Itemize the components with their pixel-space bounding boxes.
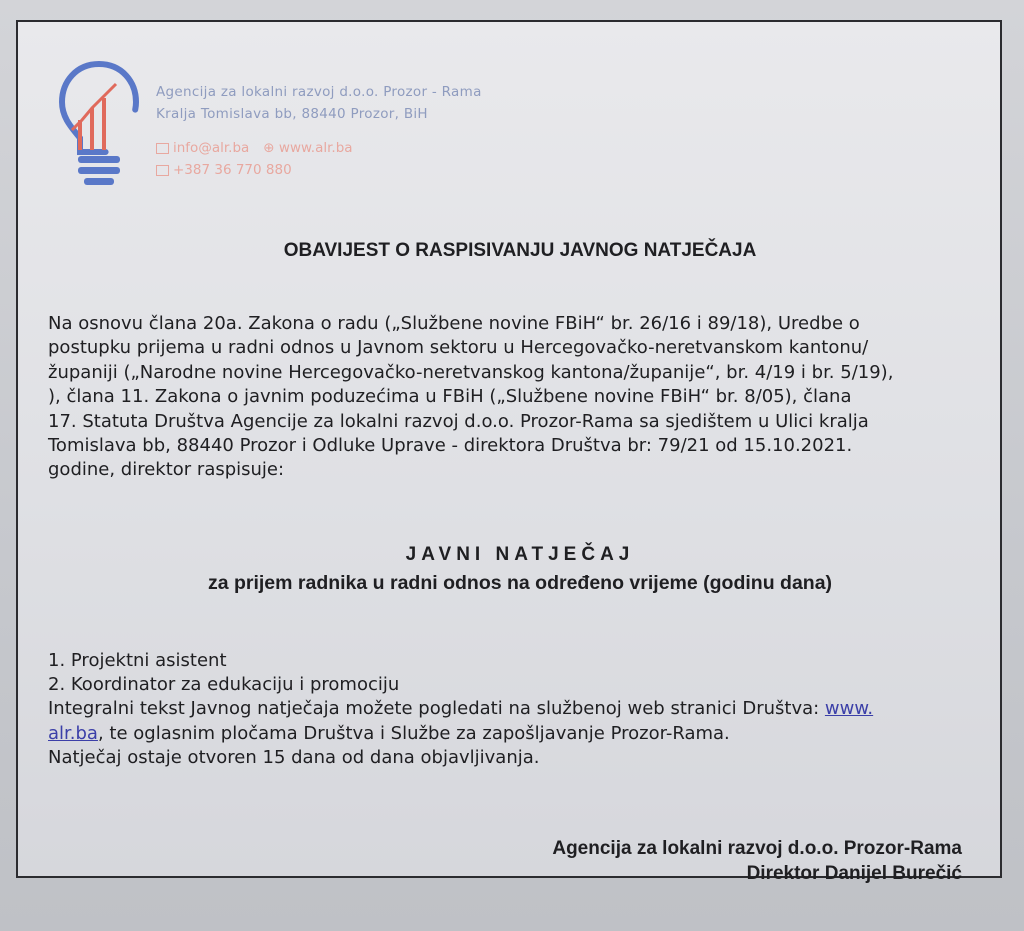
contact-row <box>156 162 292 178</box>
intro-line: županiji („Narodne novine Hercegovačko-neretvanskog kantona/županije“, br. 4/19 i br. 5/19), <box>48 361 894 383</box>
positions-section <box>48 649 1008 770</box>
intro-line: godine, direktor raspisuje: <box>48 459 285 481</box>
info-text: Integralni tekst Javnog natječaja možete pogledati na službenoj web stranici Društva: <box>48 698 825 720</box>
job-notice-frame <box>16 20 1002 884</box>
signature-block <box>552 836 962 886</box>
email-icon <box>156 143 169 154</box>
competition-subtitle: za prijem radnika u radni odnos na određeno vrijeme (godinu dana) <box>207 572 833 594</box>
website[interactable]: www.alr.ba <box>278 140 353 156</box>
phone: +387 36 770 880 <box>173 162 292 178</box>
intro-line: postupku prijema u radni odnos u Javnom sektoru u Hercegovačko-neretvanskom kantonu/ <box>48 337 869 359</box>
signature-person: Direktor Danijel Burečić <box>746 863 962 884</box>
org-name: Agencija za lokalni razvoj d.o.o. Prozor - Rama <box>156 84 482 100</box>
website-link-continued[interactable]: alr.ba <box>48 722 98 744</box>
open-period: Natječaj ostaje otvoren 15 dana od dana objavljivanja. <box>48 746 540 768</box>
globe-icon: ⊕ <box>263 140 275 156</box>
intro-line: Tomislava bb, 88440 Prozor i Odluke Uprave - direktora Društva br: 79/21 od 15.10.2021. <box>48 435 853 457</box>
signature-org: Agencija za lokalni razvoj d.o.o. Prozor-Rama <box>552 838 962 859</box>
website-link[interactable]: www. <box>824 698 874 720</box>
org-address: Kralja Tomislava bb, 88440 Prozor, BiH <box>156 106 428 122</box>
email[interactable]: info@alr.ba <box>173 140 250 156</box>
position-item: 1. Projektni asistent <box>48 650 227 671</box>
lightbulb-chart-logo-icon <box>58 60 140 196</box>
intro-line: ), člana 11. Zakona o javnim poduzećima u FBiH („Službene novine FBiH“ br. 8/05), člana <box>48 386 852 408</box>
intro-line: Na osnovu člana 20a. Zakona o radu („Službene novine FBiH“ br. 26/16 i 89/18), Uredbe o <box>48 313 860 334</box>
competition-title: JAVNI NATJEČAJ <box>405 544 635 565</box>
phone-icon <box>156 165 169 176</box>
info-text: , te oglasnim pločama Društva i Službe za zapošljavanje Prozor-Rama. <box>97 722 730 744</box>
position-item: 2. Koordinator za edukaciju i promociju <box>48 674 400 696</box>
notice-title: OBAVIJEST O RASPISIVANJU JAVNOG NATJEČAJA <box>283 240 757 261</box>
intro-paragraph <box>48 312 1008 483</box>
info-line <box>48 722 1008 746</box>
info-line <box>48 697 1008 721</box>
intro-line: 17. Statuta Društva Agencije za lokalni razvoj d.o.o. Prozor-Rama sa sjedištem u Ulici kralja <box>48 410 869 432</box>
contact-row <box>156 140 353 156</box>
